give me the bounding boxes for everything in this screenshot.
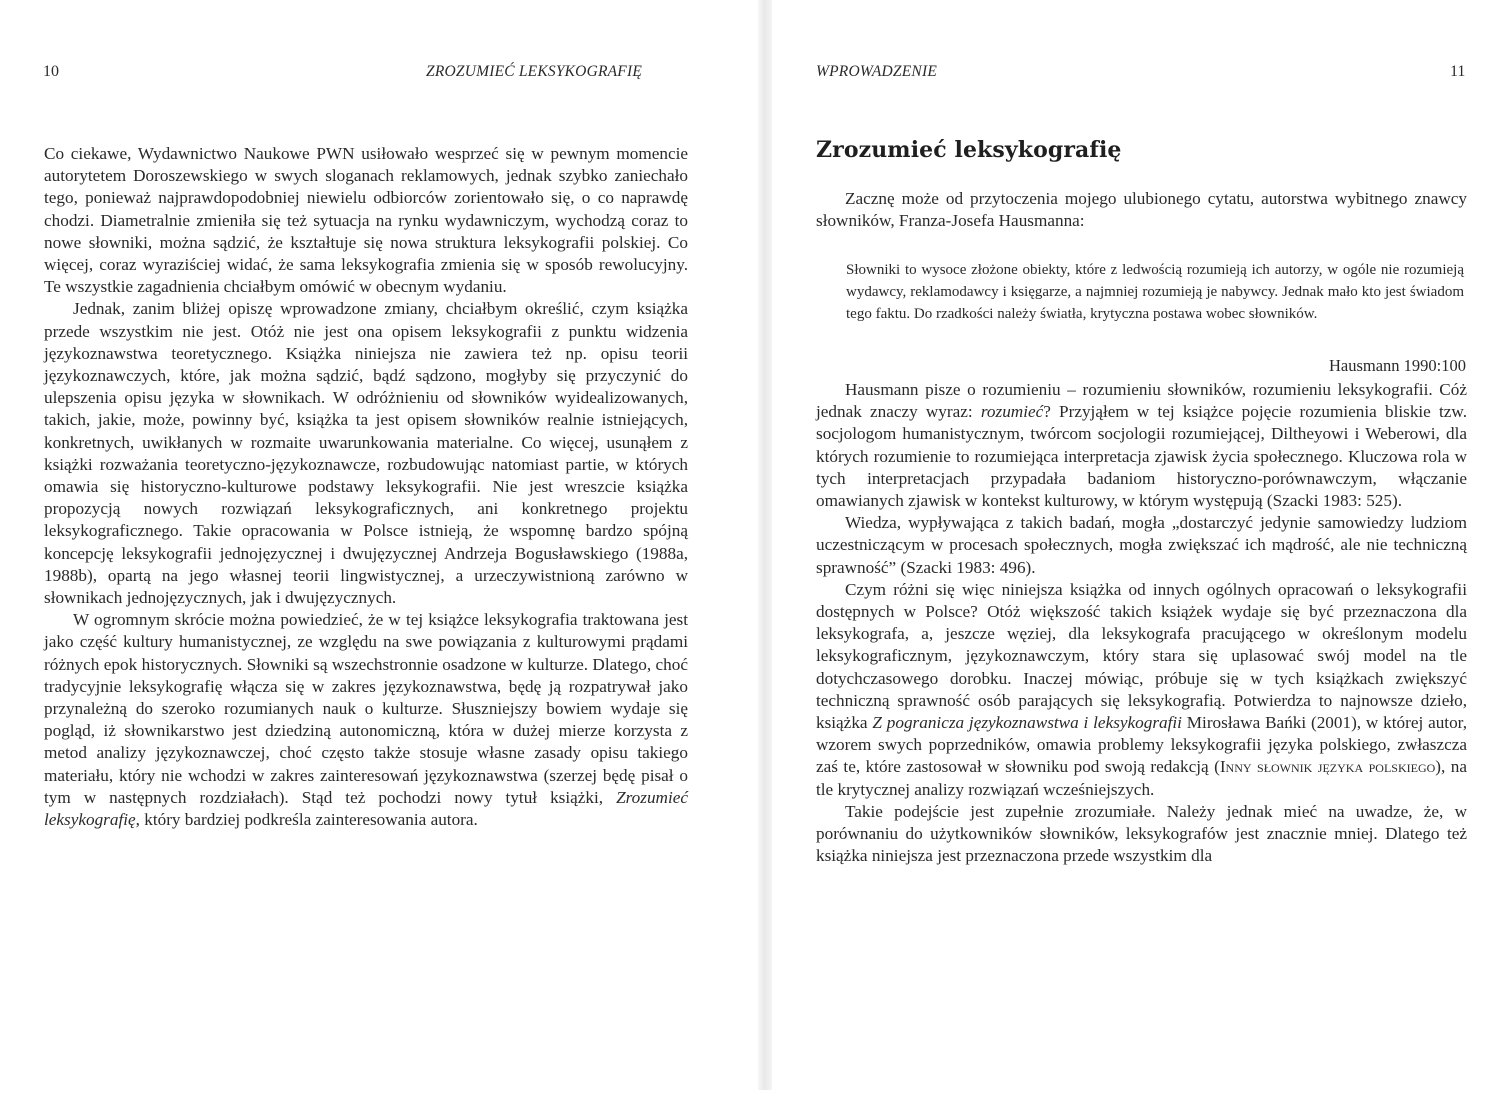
- paragraph: Jednak, zanim bliżej opiszę wprowadzone zmiany, chciałbym określić, czym książka przede wszystkim nie jest. Otóż nie jest ona opisem leksykografii z punktu widzenia językoznawstwa teoretycznego. Książka niniejsza nie zawiera też np. opisu teorii językoznawczych, które, jak można sądzić, bądź sądzono, mogłyby się przyczynić do ulepszenia opisu języka w słownikach. W odróżnieniu od słowników wyidealizowanych, takich, jakie, może, powinny być, książka ta jest opisem słowników realnie istniejących, konkretnych, uwikłanych w rozmaite uwarunkowania materialne. Co więcej, usunąłem z książki rozważania teoretyczno-językoznawcze, rozbudowując natomiast partie, w których omawia się historyczno-kulturowe podstawy leksykografii. Nie jest wreszcie książka propozycją nowych rozwiązań leksykograficznych, ani konkretnego projektu leksykograficznego. Takie opracowania w Polsce istnieją, że wspomnę bardzo spójną koncepcję leksykografii jednojęzycznej i dwujęzycznej Andrzeja Bogusławskiego (1988a, 1988b), opartą na jego własnej teorii lingwistycznej, a urzeczywistnioną zarówno w słownikach jednojęzycznych, jak i dwujęzycznych.: [44, 299, 688, 608]
- chapter-title: Zrozumieć leksykografię: [816, 137, 1122, 163]
- paragraph: [816, 379, 1467, 512]
- paragraph-text: , który bardziej podkreśla zainteresowania autora.: [135, 810, 478, 830]
- body-text: [44, 143, 688, 831]
- paragraph-text: ? Przyjąłem w tej książce pojęcie rozumienia bliskie tzw. socjologom humanistycznym, twórcom socjologii rozumiejącej, Diltheyowi i Weberowi, dla których rozumienie to rozumiejąca interpretacja zjawisk życia społecznego. Kluczowa rola w tych interpretacjach przypadała badaniom historyczno-porównawczym, włączanie omawianych zjawisk w kontekst kulturowy, w którym występują (Szacki 1983: 525).: [816, 402, 1468, 511]
- paragraph-text: Czym różni się więc niniejsza książka od innych ogólnych opracowań o leksykografii dostępnych w Polsce? Otóż większość takich książek wydaje się być przeznaczona dla leksykografa, a, jeszcze węziej, dla leksykografa pracującego w określonym modelu leksykograficznym, językoznawczym, który stara się uplasować swój model na tle dotychczasowego dorobku. Inaczej mówiąc, próbuje się w tych książkach zwiększyć techniczną sprawność osób parających się leksykografią. Potwierdza to najnowsze dzieło, książka: [816, 579, 1467, 733]
- emphasized-word: rozumieć: [980, 402, 1044, 422]
- paragraph: [816, 579, 1467, 801]
- quote-source: Hausmann 1990:100: [1328, 356, 1466, 375]
- body-text: [816, 379, 1467, 867]
- page-number: 10: [43, 63, 59, 80]
- intro-paragraph: Zacznę może od przytoczenia mojego ulubionego cytatu, autorstwa wybitnego znawcy słowników, Franza-Josefa Hausmanna:: [816, 189, 1467, 231]
- paragraph: Wiedza, wypływająca z takich badań, mogła „dostarczyć jedynie samowiedzy ludziom uczestniczącym w procesach społecznych, mogła zwiększać ich mądrość, ale nie techniczną sprawność” (Szacki 1983: 496).: [816, 513, 1467, 577]
- book-gutter: [758, 0, 772, 1090]
- running-head: WPROWADZENIE: [816, 63, 937, 80]
- paragraph: [44, 609, 688, 831]
- running-head: ZROZUMIEĆ LEKSYKOGRAFIĘ: [426, 63, 643, 80]
- right-page: [772, 0, 1500, 1102]
- paragraph: Takie podejście jest zupełnie zrozumiałe. Należy jednak mieć na uwadze, że, w porównaniu do użytkowników słowników, leksykografów jest znacznie mniej. Dlatego też książka niniejsza jest przeznaczona przede wszystkim dla: [816, 801, 1467, 866]
- page-number: 11: [1450, 63, 1466, 80]
- book-title: Z pogranicza językoznawstwa i leksykografii: [872, 713, 1182, 733]
- block-quote: Słowniki to wysoce złożone obiekty, które z ledwością rozumieją ich autorzy, w ogóle nie rozumieją wydawcy, reklamodawcy i księgarze, a najmniej rozumieją je nabywcy. Jednak mało kto jest świadom tego faktu. Do rzadkości należy światła, krytyczna postawa wobec słowników.: [846, 262, 1464, 322]
- paragraph-text: Hausmann pisze o rozumieniu – rozumieniu słowników, rozumieniu leksykografii. Cóż jednak znaczy wyraz:: [816, 380, 1467, 422]
- paragraph: Co ciekawe, Wydawnictwo Naukowe PWN usiłowało wesprzeć się w pewnym momencie autorytetem Doroszewskiego w swych sloganach reklamowych, jednak szybko zaniechało tego, ponieważ najprawdopodobniej niewielu odbiorców zorientowało się, o co naprawdę chodzi. Diametralnie zmieniła się też sytuacja na rynku wydawniczym, wychodzą coraz to nowe słowniki, można sądzić, że kształtuje się nowa struktura leksykografii polskiej. Co więcej, coraz wyraziściej widać, że sama leksykografia zmienia się w sposób rewolucyjny. Te wszystkie zagadnienia chciałbym omówić w obecnym wydaniu.: [44, 144, 688, 297]
- paragraph-text: Mirosława Bańki (2001), w której autor, wzorem swych poprzedników, omawia problemy leksykografii języka polskiego, zwłaszcza zaś te, które zastosował w słowniku pod swoją redakcją (: [816, 713, 1467, 777]
- paragraph-text: ), na tle krytycznej analizy rozwiązań wcześniejszych.: [816, 757, 1467, 799]
- dictionary-name: Inny słownik języka polskiego: [1219, 757, 1436, 777]
- paragraph-text: W ogromnym skrócie można powiedzieć, że w tej książce leksykografia traktowana jest jako część kultury humanistycznej, ze względu na swe powiązania z kulturowymi prądami różnych epok historycznych. Słowniki są wszechstronnie osadzone w kulturze. Dlatego, choć tradycyjnie leksykografię włącza się w zakres językoznawstwa, będę ją rozpatrywał jako przynależną do szeroko rozumianych nauk o kulturze. Słuszniejszy bowiem wydaje się pogląd, iż słownikarstwo jest dziedziną autonomiczną, która w dużej mierze korzysta z metod analizy językoznawczej, choć często także stosuje własne zasady opisu takiego materiału, który nie wchodzi w zakres zainteresowań językoznawstwa (szerzej będę pisał o tym w następnych rozdziałach). Stąd też pochodzi nowy tytuł książki,: [44, 610, 688, 807]
- book-title: Zrozumieć leksykografię: [44, 787, 688, 830]
